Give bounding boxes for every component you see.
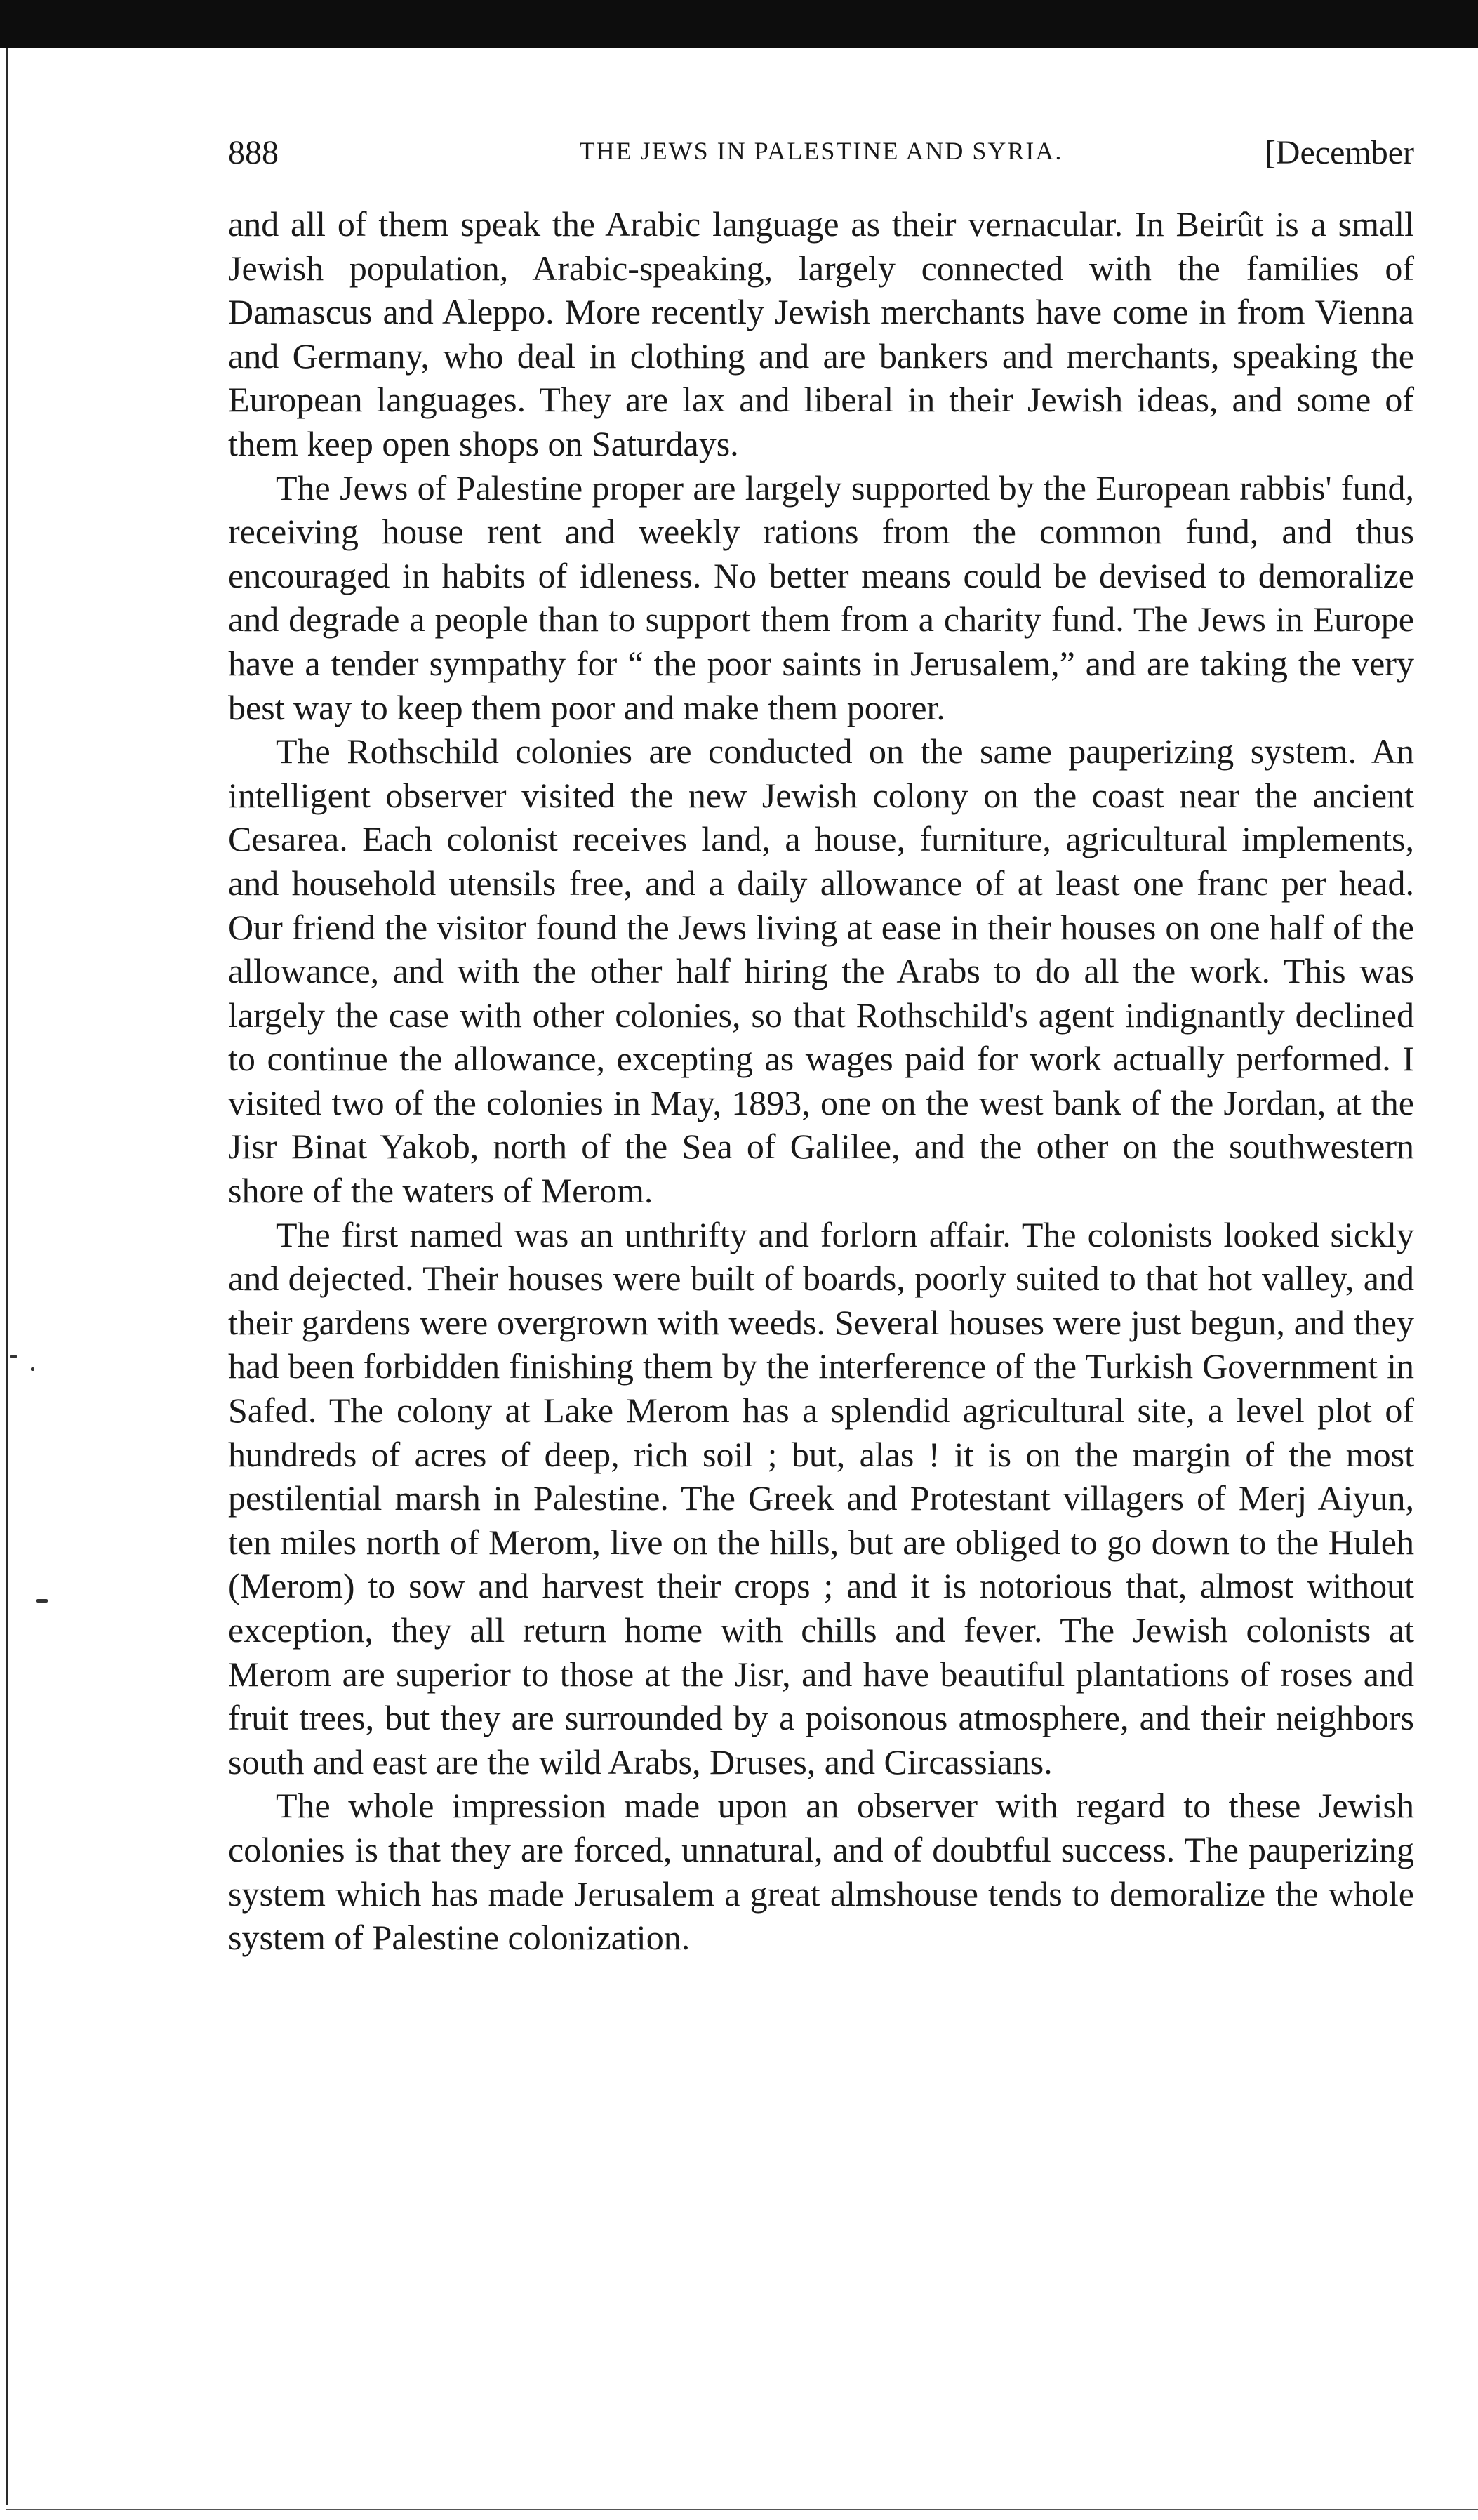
paragraph-3: The Rothschild colonies are conducted on the same pauperizing system. An intelligent observer visited the new Jewish colony on the coast near the ancient Cesarea. Each colonist receives land, a house, furniture, agricultural implements, and household utensils free, and a daily allowance of at least one franc per head. Our friend the visitor found the Jews living at ease in their houses on one half of the allowance, and with the other half hiring the Arabs to do all the work. This was largely the case with other colonies, so that Rothschild's agent indignantly declined to continue the allowance, excepting as wages paid for work actually performed. I visited two of the colonies in May, 1893, one on the west bank of the Jordan, at the Jisr Binat Yakob, north of the Sea of Galilee, and the other on the southwestern shore of the waters of Merom. (228, 731, 1414, 1211)
margin-speck (10, 1355, 17, 1358)
paragraph-4: The first named was an unthrifty and forlorn affair. The colonists looked sickly and dejected. Their houses were built of boards, poorly suited to that hot valley, and their gardens were overgrown with weeds. Several houses were just begun, and they had been forbidden finishing them by the interference of the Turkish Government in Safed. The colony at Lake Merom has a splendid agricultural site, a level plot of hundreds of acres of deep, rich soil ; but, alas ! it is on the margin of the most pestilential marsh in Palestine. The Greek and Protestant villagers of Merj Aiyun, ten miles north of Merom, live on the hills, but are obliged to go down to the Huleh (Merom) to sow and harvest their crops ; and it is notorious that, almost without exception, they all return home with chills and fever. The Jewish colonists at Merom are superior to those at the Jisr, and have beautiful plantations of roses and fruit trees, but they are surrounded by a poisonous atmosphere, and their neighbors south and east are the wild Arabs, Druses, and Circassians. (228, 1214, 1414, 1782)
margin-speck (36, 1599, 48, 1603)
scan-top-band (0, 0, 1478, 48)
page-header (228, 133, 1414, 183)
running-date: [December (1264, 134, 1414, 171)
margin-speck (31, 1367, 34, 1371)
page-number: 888 (228, 134, 279, 171)
paragraph-5: The whole impression made upon an observer with regard to these Jewish colonies is that they are forced, unnatural, and of doubtful success. The pauperizing system which has made Jerusalem a great almshouse tends to demoralize the whole system of Palestine colonization. (228, 1786, 1414, 1958)
paragraph-2: The Jews of Palestine proper are largely supported by the European rabbis' fund, receiving house rent and weekly rations from the common fund, and thus encouraged in habits of idleness. No better means could be devised to demoralize and degrade a people than to support them from a charity fund. The Jews in Europe have a tender sympathy for “ the poor saints in Jerusalem,” and are taking the very best way to keep them poor and make them poorer. (228, 467, 1414, 727)
running-title: THE JEWS IN PALESTINE AND SYRIA. (579, 137, 1063, 165)
scan-bottom-edge (6, 2509, 1478, 2510)
scan-left-edge (6, 48, 8, 2505)
body-text (228, 202, 1414, 1960)
paragraph-1: and all of them speak the Arabic language as their vernacular. In Beirût is a small Jewish population, Arabic-speaking, largely connected with the families of Damascus and Aleppo. More recently Jewish merchants have come in from Vienna and Germany, who deal in clothing and are bankers and merchants, speaking the European languages. They are lax and liberal in their Jewish ideas, and some of them keep open shops on Saturdays. (228, 204, 1414, 463)
